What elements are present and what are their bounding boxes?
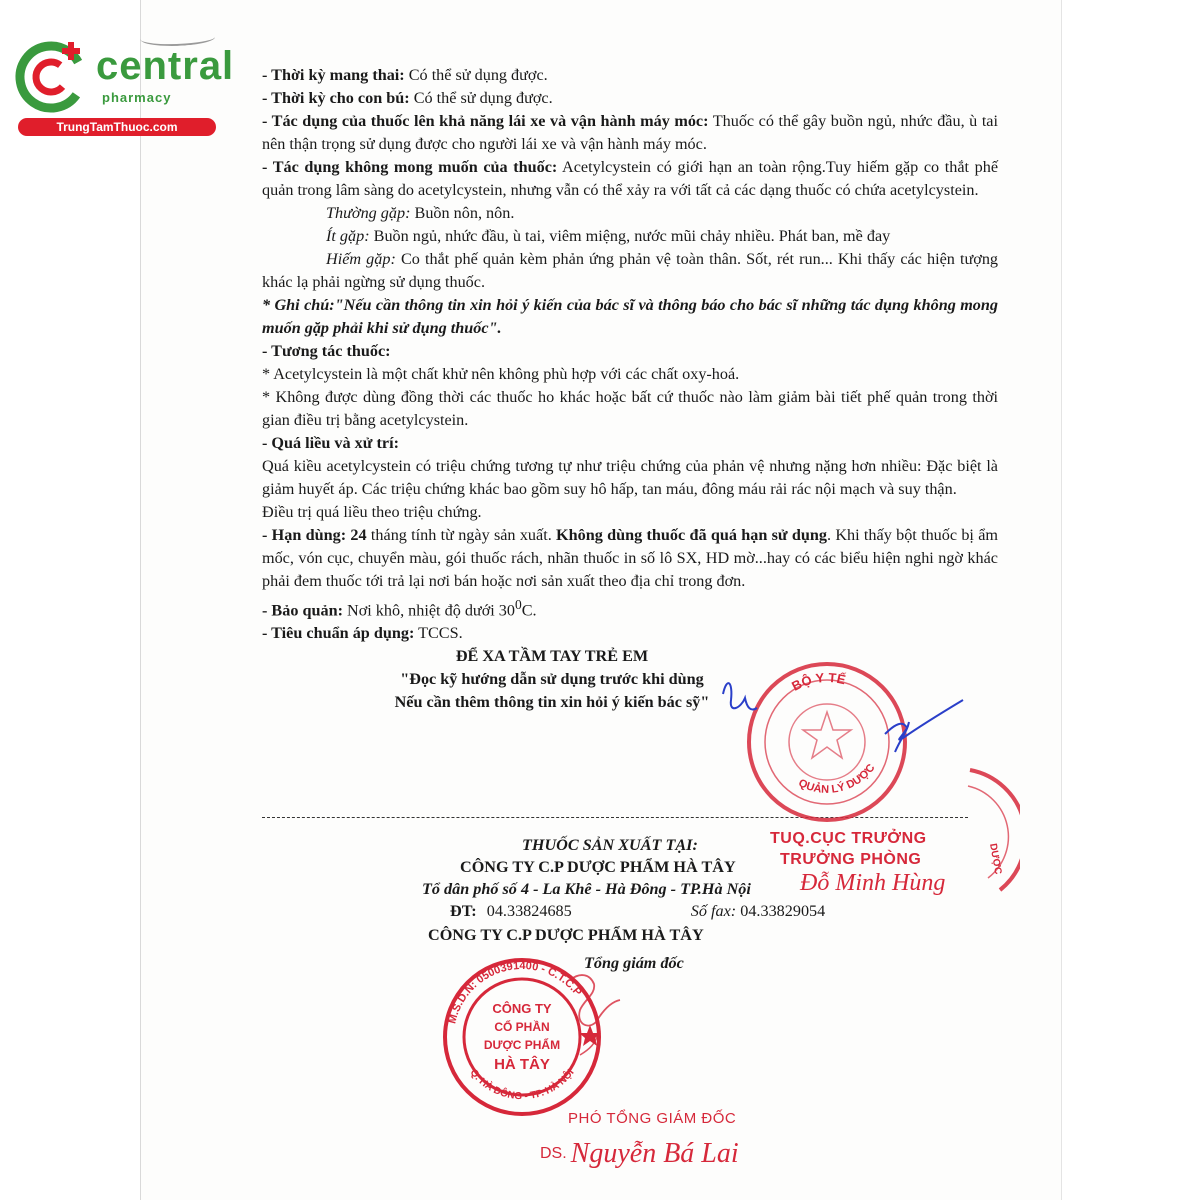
ministry-stamp-bottom-text: QUẢN LÝ DƯỢC: [796, 761, 878, 796]
expiry-warning: Không dùng thuốc đã quá hạn sử dụng: [556, 526, 828, 544]
breastfeeding-text: Có thể sử dụng được.: [409, 89, 553, 107]
fax-number: 04.33829054: [740, 902, 826, 920]
manufacturer-heading: THUỐC SẢN XUẤT TẠI:: [522, 836, 698, 854]
company-stamp-ring-text: M.S.D.N: 0500391400 - C.T.C.P: [446, 959, 584, 1026]
deputy-director-signature: [540, 1138, 739, 1170]
company-signature-icon: [530, 960, 650, 1070]
read-instructions-warning: "Đọc kỹ hướng dẫn sử dụng trước khi dùng: [400, 670, 704, 689]
uncommon-text: Buồn ngủ, nhức đầu, ù tai, viêm miệng, nước mũi chảy nhiều. Phát ban, mề đay: [369, 227, 891, 245]
breastfeeding-line: [262, 87, 998, 110]
logo-subtitle: pharmacy: [102, 90, 172, 105]
side-effects-text: Acetylcystein có giới hạn an toàn rộng.Tuy hiếm gặp co thắt phế quản trong lâm sàng do acetylcystein, nhưng vẫn có thể xảy ra với tất cả các dạng thuốc có chứa acetylcystein.: [262, 158, 998, 199]
company-stamp-ring-bottom: Q. HÀ ĐÔNG - TP. HÀ NỘI: [467, 1067, 577, 1103]
standard-label: - Tiêu chuẩn áp dụng:: [262, 624, 415, 643]
interaction-item-2: * Không được dùng đồng thời các thuốc ho khác hoặc bất cứ thuốc nào làm giảm bài tiết phế quản trong thời gian điều trị bằng acetylcystein.: [262, 388, 998, 429]
overdose-label: - Quá liều và xử trí:: [262, 434, 399, 452]
logo-name: central: [96, 44, 235, 88]
fax-label: Số fax:: [690, 902, 737, 920]
deputy-director-title: PHÓ TỔNG GIÁM ĐỐC: [568, 1110, 737, 1127]
side-effects-label: - Tác dụng không mong muốn của thuốc:: [262, 158, 558, 176]
rare-effects-line: [262, 248, 998, 294]
breastfeeding-label: - Thời kỳ cho con bú:: [262, 89, 410, 107]
storage-text: Nơi khô, nhiệt độ dưới 30: [342, 601, 515, 620]
keep-away-warning: ĐỂ XA TẦM TAY TRẺ EM: [455, 647, 649, 666]
manufacturer-company: CÔNG TY C.P DƯỢC PHẨM HÀ TÂY: [460, 858, 736, 876]
doctor-note: * Ghi chú:"Nếu cần thông tin xin hỏi ý kiến của bác sĩ và thông báo cho bác sĩ những tác dụng không mong muốn gặp phải khi sử dụng thuốc".: [262, 296, 998, 337]
driving-paragraph: [262, 110, 998, 156]
storage-degree: 0: [515, 597, 522, 612]
document-body: [262, 64, 998, 714]
ministry-stamp-top-text: BỘ Y TẾ: [789, 669, 848, 694]
logo-url-badge: TrungTamThuoc.com: [18, 118, 216, 136]
expiry-paragraph: [262, 524, 998, 593]
approval-line-1: TUQ.CỤC TRƯỞNG: [770, 830, 927, 847]
storage-label: - Bảo quản:: [262, 601, 343, 620]
standard-text: TCCS.: [414, 624, 463, 643]
consult-doctor-warning: Nếu cần thêm thông tin xin hỏi ý kiến bác sỹ": [394, 693, 710, 712]
company-stamp-center-4: HÀ TÂY: [494, 1056, 550, 1073]
uncommon-effects-line: [262, 225, 998, 248]
rare-label: Hiếm gặp:: [326, 250, 396, 268]
storage-unit: C.: [521, 601, 537, 620]
uncommon-label: Ít gặp:: [326, 227, 370, 245]
rare-text: Co thắt phế quản kèm phản ứng phản vệ toàn thân. Sốt, rét run... Khi thấy các hiện tượng khác lạ phải ngừng sử dụng thuốc.: [262, 250, 999, 291]
driving-label: - Tác dụng của thuốc lên khả năng lái xe và vận hành máy móc:: [262, 112, 709, 130]
deputy-name: Nguyễn Bá Lai: [570, 1138, 739, 1169]
common-text: Buồn nôn, nôn.: [410, 204, 515, 222]
expiry-text-2: . Khi thấy bột thuốc bị ẩm mốc, vón cục, chuyển màu, gói thuốc rách, nhãn thuốc in số lô SX, HD mờ...hay có các biểu hiện nghi ngờ khác phải đem thuốc tới trả lại nơi bán hoặc nơi sản xuất theo địa chỉ trong đơn.: [262, 526, 998, 590]
pregnancy-text: Có thể sử dụng được.: [404, 66, 548, 84]
approval-signature: Đỗ Minh Hùng: [800, 870, 946, 896]
central-pharmacy-logo: [8, 38, 235, 138]
partial-stamp-text: DƯỢC: [987, 842, 1004, 876]
common-effects-line: [262, 202, 998, 225]
pregnancy-line: [262, 64, 998, 87]
pregnancy-label: - Thời kỳ mang thai:: [262, 66, 405, 84]
company-stamp-center-1: CÔNG TY: [492, 1001, 552, 1016]
manufacturer-address: Tổ dân phố số 4 - La Khê - Hà Đông - TP.Hà Nội: [422, 880, 751, 898]
phone-label: ĐT:: [450, 902, 477, 920]
overdose-treatment: Điều trị quá liều theo triệu chứng.: [262, 503, 482, 521]
manufacturer-contacts: [262, 900, 968, 922]
expiry-text-1: tháng tính từ ngày sản xuất.: [366, 526, 557, 544]
overdose-text: Quá kiều acetylcystein có triệu chứng tương tự như triệu chứng của phản vệ nhưng nặng hơn nhiều: Đặc biệt là giảm huyết áp. Các triệu chứng khác bao gồm suy hô hấp, tan máu, đông máu rải rác nội mạch và suy thận.: [262, 457, 998, 498]
driving-text: Thuốc có thể gây buồn ngủ, nhức đầu, ù tai nên thận trọng sử dụng được cho người lái xe và vận hành máy móc.: [262, 112, 998, 153]
deputy-prefix: DS.: [540, 1145, 567, 1162]
interactions-label: - Tương tác thuốc:: [262, 342, 391, 360]
storage-line: [262, 593, 998, 622]
expiry-label: - Hạn dùng: 24: [262, 526, 367, 544]
standard-line: [262, 622, 998, 645]
approval-line-2: TRƯỞNG PHÒNG: [780, 851, 922, 868]
company-stamp-center-3: DƯỢC PHẨM: [483, 1038, 561, 1052]
side-effects-paragraph: [262, 156, 998, 202]
partial-stamp: [960, 760, 1020, 900]
phone-number: 04.33824685: [486, 902, 572, 920]
blue-signature-icon: [715, 669, 975, 762]
company-signature-block: CÔNG TY C.P DƯỢC PHẨM HÀ TÂY: [428, 926, 704, 944]
company-stamp-center-2: CỔ PHẦN: [494, 1020, 550, 1034]
interaction-item-1: * Acetylcystein là một chất khử nên không phù hợp với các chất oxy-hoá.: [262, 365, 740, 383]
common-label: Thường gặp:: [326, 204, 411, 222]
director-title: Tổng giám đốc: [584, 954, 684, 972]
logo-c-icon: [12, 38, 90, 116]
